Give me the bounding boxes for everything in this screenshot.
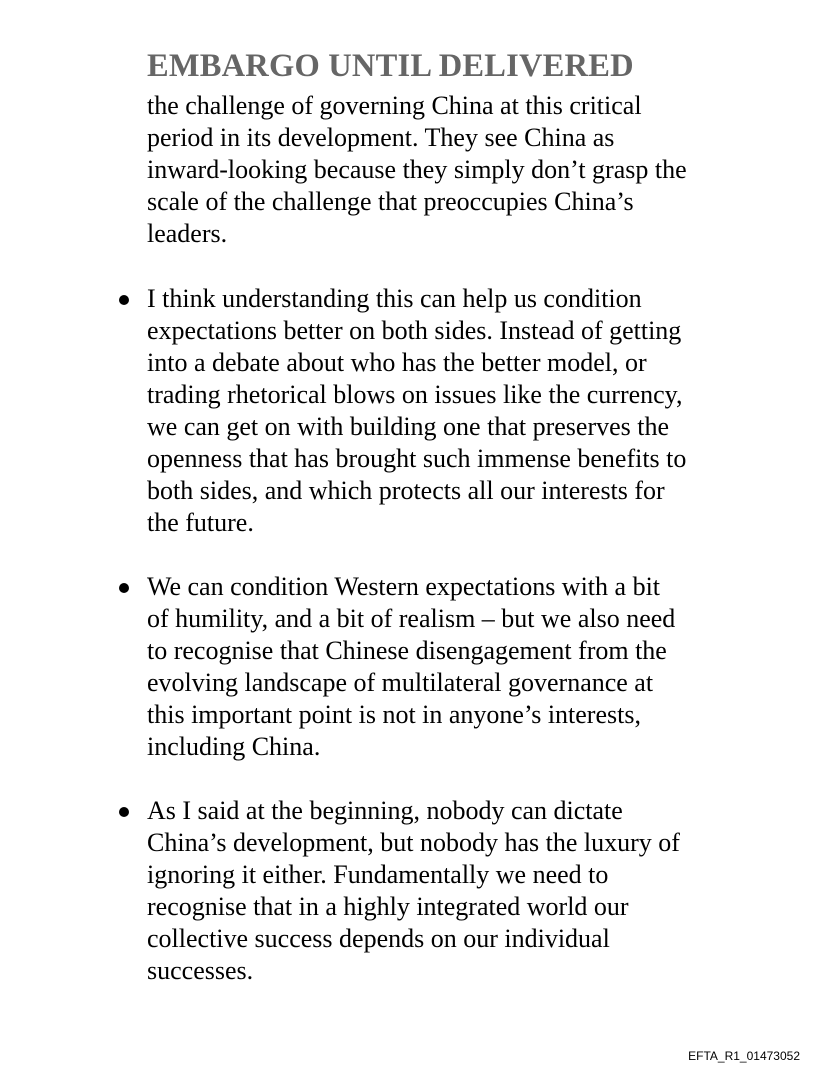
document-id-stamp: EFTA_R1_01473052 xyxy=(688,1049,800,1063)
intro-line: leaders. xyxy=(147,219,228,248)
bullet-2-line: including China. xyxy=(147,732,321,761)
bullet-1-line: both sides, and which protects all our interests for xyxy=(147,476,665,505)
bullet-3-line: collective success depends on our individual xyxy=(147,924,610,953)
bullet-3-line: successes. xyxy=(147,956,254,985)
bullet-1-line: I think understanding this can help us condition xyxy=(147,284,642,313)
bullet-point-marker xyxy=(119,807,129,817)
bullet-1-line: trading rhetorical blows on issues like the currency, xyxy=(147,380,683,409)
bullet-1-line: openness that has brought such immense benefits to xyxy=(147,444,687,473)
bullet-2-line: to recognise that Chinese disengagement from the xyxy=(147,636,667,665)
intro-line: inward-looking because they simply don’t grasp the xyxy=(147,155,687,184)
intro-line: period in its development. They see China as xyxy=(147,123,615,152)
bullet-3-line: ignoring it either. Fundamentally we need to xyxy=(147,860,609,889)
bullet-2-line: of humility, and a bit of realism – but we also need xyxy=(147,604,676,633)
bullet-3-line: China’s development, but nobody has the luxury of xyxy=(147,828,680,857)
intro-line: the challenge of governing China at this critical xyxy=(147,91,642,120)
bullet-3-line: As I said at the beginning, nobody can dictate xyxy=(147,796,623,825)
bullet-2-line: this important point is not in anyone’s interests, xyxy=(147,700,641,729)
intro-line: scale of the challenge that preoccupies China’s xyxy=(147,187,634,216)
embargo-notice: EMBARGO UNTIL DELIVERED xyxy=(147,48,634,84)
bullet-3-line: recognise that in a highly integrated world our xyxy=(147,892,629,921)
bullet-point-marker xyxy=(119,583,129,593)
bullet-2-line: We can condition Western expectations with a bit xyxy=(147,572,661,601)
bullet-1-line: we can get on with building one that preserves the xyxy=(147,412,670,441)
bullet-2-line: evolving landscape of multilateral governance at xyxy=(147,668,654,697)
bullet-1-line: the future. xyxy=(147,508,254,537)
bullet-1-line: into a debate about who has the better model, or xyxy=(147,348,647,377)
bullet-1-line: expectations better on both sides. Instead of getting xyxy=(147,316,682,345)
bullet-point-marker xyxy=(119,295,129,305)
